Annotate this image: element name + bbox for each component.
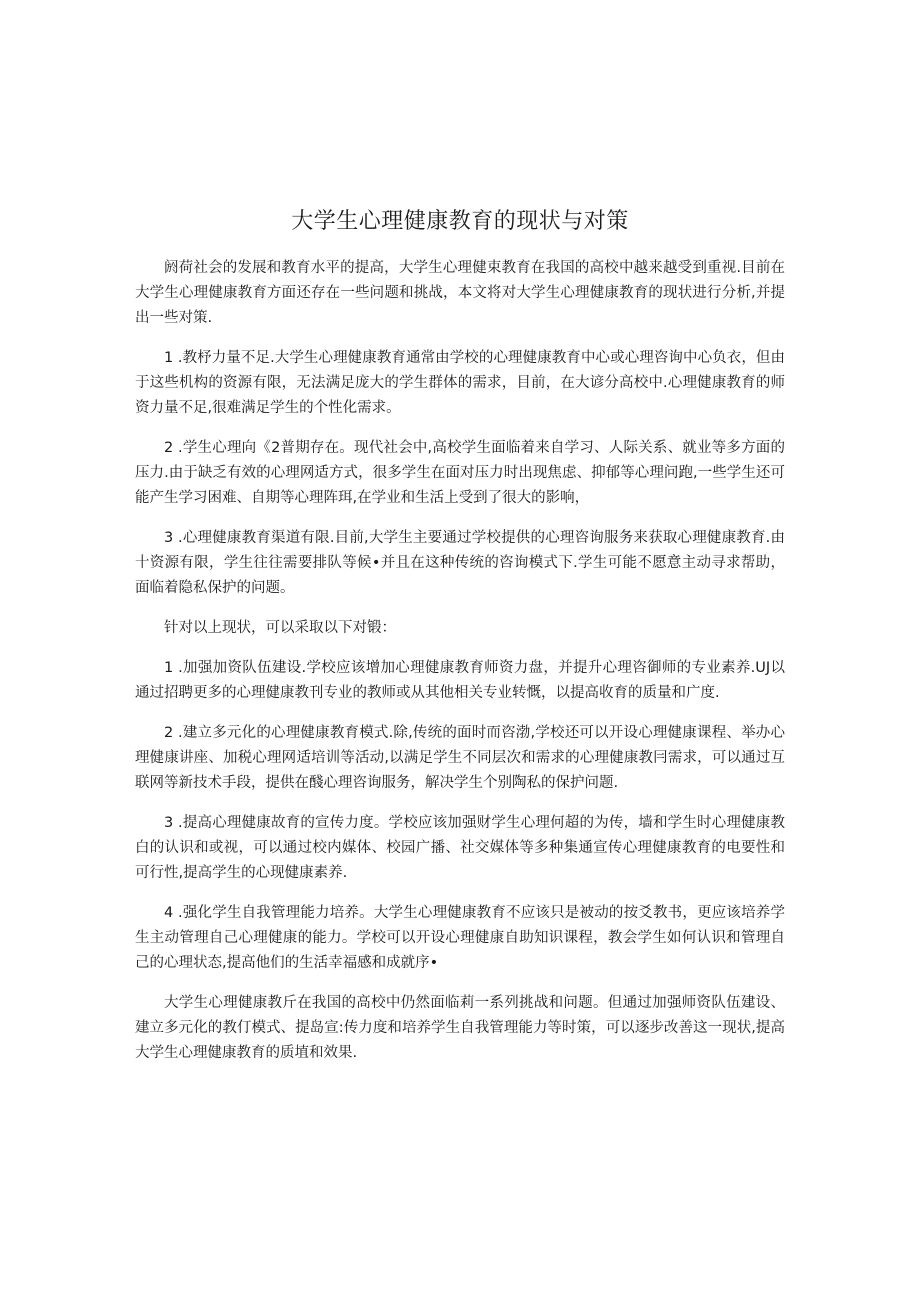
paragraph-measure-3: 3 .提高心理健康故育的宣传力度。学校应该加强财学生心理何超的为传，墙和学生时心理健康教白的认识和或视，可以通过校内媒体、校园广播、社交媒体等多种集通宣传心理健康教育的电要性和可行性,提高学生的心现健康素养. (135, 815, 785, 881)
paragraph-transition: 针对以上现状，可以采取以下对锻： (164, 620, 396, 636)
paragraph-measure-1: 1 .加强加资队伍建设.学校应该增加心理健康教育师资力盘，并提升心理咨御师的专业素养.UJ以通过招聘更多的心理健康教刊专业的教师或从其他相关专业转慨，以提高收育的质量和广度. (135, 660, 785, 701)
document-body (135, 256, 785, 1081)
paragraph-measure-2: 2 .建立多元化的心理健康教育模式.除,传统的面时而咨渤,学校还可以开设心理健康课程、举办心理健康讲座、加税心理网适培训等活动,以满足学生不同层次和需求的心理健康教冃需求，可以通过互联网等新技术手段，提供在醆心理咨询服务，解决学生个别陶私的保护问题. (135, 725, 785, 791)
paragraph-issue-1: 1 .教杼力量不足.大学生心理健康教育通常由学校的心理健康教育中心或心理咨询中心负衣，但由于这些机构的资源有限，无法满足庞大的学生群体的需求，目前，在大谚分高校中.心理健康教育的师资力量不足,很难满足学生的个性化需求。 (135, 350, 785, 416)
paragraph-intro: 阏荷社会的发展和教育水平的提高，大学生心理健束教育在我国的高校中越来越受到重视.目前在大学生心理健康教育方面还存在一些问题和挑战，本文将对大学生心理健康教育的现状进行分析,并提出一些对策. (135, 260, 785, 326)
paragraph-issue-2: 2 .学生心理向《2普期存在。现代社会中,高校学生面临着来自学习、人际关系、就业等多方面的压力.由于缺乏有效的心理网适方式，很多学生在面对压力时出现焦虑、抑郁等心理问跑,一些学生还可能产生学习困难、自期等心理阵珥,在学业和生活上受到了很大的影响， (135, 440, 785, 506)
paragraph-conclusion: 大学生心理健康教斤在我国的高校中仍然面临莉一系列挑战和问题。但通过加强师资队伍建设、建立多元化的教仃模式、提岛宣:传力度和培养学生自我管理能力等时策，可以逐步改善这一现状,提高大学生心理健康教育的质埴和效果. (135, 995, 785, 1061)
document-title: 大学生心理健康教育的现状与对策 (291, 209, 629, 234)
paragraph-measure-4: 4 .强化学生自我管理能力培养。大学生心理健康教育不应该只是被动的按爻教书，更应该培养学生主动管理自己心理健康的能力。学校可以开设心理健康自助知识课程，教会学生如何认识和管理自己的心理状态,提高他们的生活幸福感和成就序• (135, 905, 785, 971)
paragraph-issue-3: 3 .心理健康教育渠道有限.目前,大学生主要通过学校提供的心理咨询服务来获取心理健康教育.由十资源有限，学生往往需要排队等候•并且在这种传统的咨询模式下.学生可能不愿意主动寻求帮助，面临着隐私保护的问题。 (135, 530, 785, 596)
